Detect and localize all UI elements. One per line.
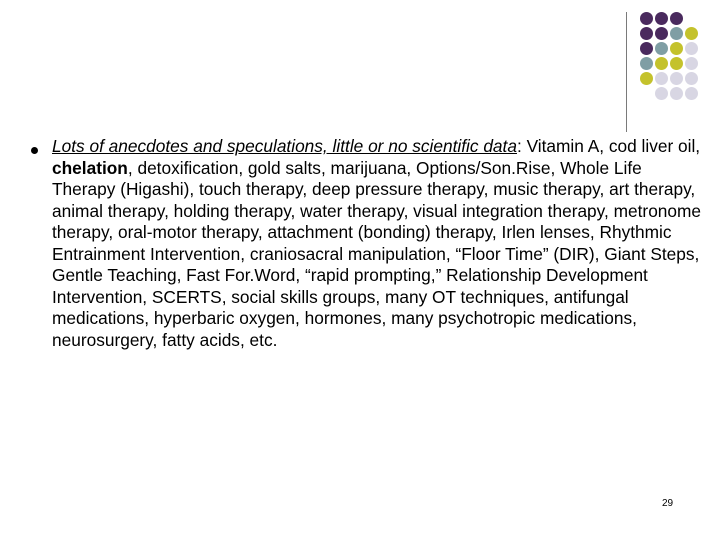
decorative-dot [670,42,683,55]
decorative-dot [685,27,698,40]
decorative-dot [670,87,683,100]
decorative-dot [640,27,653,40]
lead-colon-text: : Vitamin A, cod liver oil, [516,136,701,156]
decorative-dot [640,72,653,85]
page-number: 29 [662,498,674,509]
remaining-text: , detoxification, gold salts, marijuana, Options/Son.Rise, Whole Life Therapy (Higashi), touch therapy, deep pressure therapy, music therapy, art therapy, animal therapy, holding therapy, water therapy, visual integration therapy, metronome therapy, oral-motor therapy, attachment (bonding) therapy, Irlen lenses, Rhythmic Entrainment Intervention, craniosacral manipulation, “Floor Time” (DIR), Giant Steps, Gentle Teaching, Fast For.Word, “rapid prompting,” Relationship Development Intervention, SCERTS, social skills groups, many OT techniques, antifungal medications, hyperbaric oxygen, hormones, many psychotropic medications, neurosurgery, fatty acids, etc. [52,157,702,350]
decorative-dot [685,57,698,70]
decorative-dot [655,42,668,55]
decorative-dot [685,42,698,55]
decorative-dot-grid [0,0,720,140]
decorative-dot [640,12,653,25]
bullet-icon [31,147,38,154]
decorative-dot [670,12,683,25]
decorative-dot [685,72,698,85]
decorative-dot [655,12,668,25]
decorative-dot [685,87,698,100]
decorative-dot [670,72,683,85]
decorative-dot [655,87,668,100]
decorative-dot [655,57,668,70]
vertical-divider-line [626,12,627,132]
decorative-dot [670,57,683,70]
decorative-dot [655,27,668,40]
decorative-dot [655,72,668,85]
lead-phrase: Lots of anecdotes and speculations, little or no scientific data [52,136,517,156]
decorative-dot [640,57,653,70]
chelation-term: chelation [52,157,128,178]
decorative-dot [670,27,683,40]
decorative-dot [640,42,653,55]
bullet-text [52,136,702,351]
